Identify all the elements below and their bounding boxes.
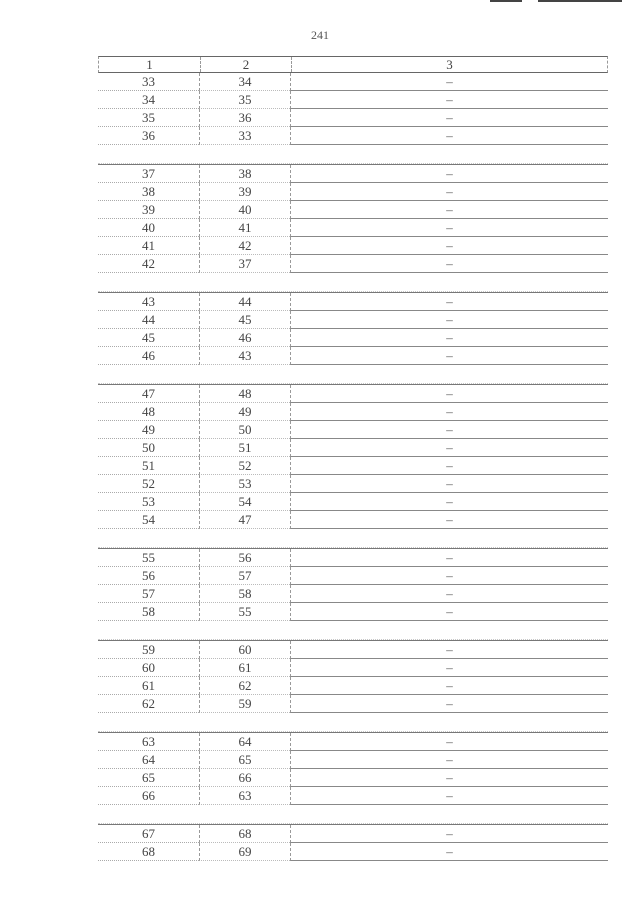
table-cell-col3: – [290,347,608,365]
table-row [98,255,608,273]
table-cell-col3: – [290,695,608,713]
table-cell-col1: 66 [98,787,199,805]
table-cell-col2: 57 [199,567,290,585]
table-row [98,403,608,421]
table-cell-col1: 46 [98,347,199,365]
table-cell-col2: 55 [199,603,290,621]
table-row [98,201,608,219]
table-cell-col2: 42 [199,237,290,255]
table-cell-col1: 54 [98,511,199,529]
table-cell-col3: – [290,201,608,219]
table-row [98,329,608,347]
table-cell-col2: 52 [199,457,290,475]
group-separator [98,365,608,384]
table-cell-col3: – [290,127,608,145]
table-row [98,659,608,677]
table-cell-col2: 37 [199,255,290,273]
table-cell-col1: 47 [98,385,199,403]
table-row [98,585,608,603]
table-row [98,603,608,621]
row-group [98,292,608,365]
column-header-2: 2 [200,57,291,72]
table-cell-col3: – [290,567,608,585]
table-row [98,421,608,439]
table-row [98,73,608,91]
table-cell-col3: – [290,825,608,843]
table-cell-col2: 47 [199,511,290,529]
row-group [98,73,608,145]
scan-mark-right [538,0,622,2]
column-header-3: 3 [291,57,607,72]
table-cell-col1: 36 [98,127,199,145]
table-cell-col1: 62 [98,695,199,713]
table-cell-col2: 48 [199,385,290,403]
table-row [98,843,608,861]
table-cell-col1: 50 [98,439,199,457]
table-cell-col2: 58 [199,585,290,603]
table-cell-col1: 33 [98,73,199,91]
table-cell-col3: – [290,603,608,621]
table-cell-col3: – [290,255,608,273]
table-row [98,311,608,329]
table-cell-col2: 35 [199,91,290,109]
table-row [98,695,608,713]
table-cell-col3: – [290,219,608,237]
table-cell-col2: 39 [199,183,290,201]
table-cell-col3: – [290,751,608,769]
table-cell-col1: 34 [98,91,199,109]
table-row [98,91,608,109]
table-cell-col3: – [290,439,608,457]
table-cell-col1: 37 [98,165,199,183]
table-cell-col2: 63 [199,787,290,805]
table-cell-col3: – [290,421,608,439]
group-separator [98,145,608,164]
row-group [98,732,608,805]
table-cell-col3: – [290,475,608,493]
table-row [98,293,608,311]
table-cell-col1: 39 [98,201,199,219]
table-row [98,475,608,493]
table-row [98,439,608,457]
column-header-1: 1 [146,57,153,72]
scan-mark-left [490,0,522,2]
table-cell-col3: – [290,329,608,347]
row-group [98,548,608,621]
table-row [98,493,608,511]
table-cell-col2: 61 [199,659,290,677]
table-cell-col1: 65 [98,769,199,787]
table-cell-col1: 64 [98,751,199,769]
data-table [98,56,608,861]
table-cell-col1: 68 [98,843,199,861]
table-cell-col1: 67 [98,825,199,843]
table-cell-col3: – [290,403,608,421]
table-cell-col1: 45 [98,329,199,347]
table-row [98,183,608,201]
table-cell-col2: 46 [199,329,290,347]
table-row [98,165,608,183]
row-group [98,824,608,861]
table-cell-col3: – [290,293,608,311]
table-row [98,549,608,567]
table-cell-col3: – [290,769,608,787]
row-group [98,164,608,273]
table-cell-col1: 60 [98,659,199,677]
table-cell-col3: – [290,237,608,255]
table-cell-col3: – [290,511,608,529]
table-cell-col3: – [290,91,608,109]
table-row [98,825,608,843]
table-cell-col1: 56 [98,567,199,585]
group-separator [98,805,608,824]
table-cell-col1: 49 [98,421,199,439]
table-cell-col2: 49 [199,403,290,421]
table-cell-col2: 41 [199,219,290,237]
table-cell-col2: 45 [199,311,290,329]
table-cell-col2: 34 [199,73,290,91]
table-cell-col3: – [290,73,608,91]
table-cell-col1: 43 [98,293,199,311]
table-row [98,677,608,695]
table-cell-col3: – [290,549,608,567]
table-cell-col2: 66 [199,769,290,787]
table-cell-col1: 41 [98,237,199,255]
group-separator [98,273,608,292]
table-header [98,56,608,73]
table-cell-col1: 44 [98,311,199,329]
table-cell-col3: – [290,659,608,677]
table-cell-col2: 69 [199,843,290,861]
group-separator [98,621,608,640]
table-cell-col2: 36 [199,109,290,127]
table-cell-col1: 42 [98,255,199,273]
table-cell-col2: 44 [199,293,290,311]
table-row [98,751,608,769]
table-cell-col2: 54 [199,493,290,511]
table-body [98,73,608,861]
table-cell-col2: 59 [199,695,290,713]
table-cell-col3: – [290,457,608,475]
table-cell-col1: 55 [98,549,199,567]
table-cell-col2: 64 [199,733,290,751]
table-row [98,237,608,255]
table-row [98,347,608,365]
table-cell-col3: – [290,677,608,695]
table-cell-col2: 40 [199,201,290,219]
table-cell-col2: 53 [199,475,290,493]
table-cell-col2: 60 [199,641,290,659]
table-cell-col3: – [290,311,608,329]
table-cell-col2: 56 [199,549,290,567]
table-cell-col2: 33 [199,127,290,145]
table-cell-col1: 61 [98,677,199,695]
table-cell-col1: 40 [98,219,199,237]
table-cell-col2: 68 [199,825,290,843]
table-cell-col3: – [290,787,608,805]
table-row [98,769,608,787]
table-row [98,567,608,585]
table-row [98,733,608,751]
group-separator [98,529,608,548]
table-row [98,641,608,659]
table-cell-col1: 35 [98,109,199,127]
row-group [98,640,608,713]
table-cell-col2: 65 [199,751,290,769]
table-cell-col3: – [290,733,608,751]
page-number: 241 [311,28,329,42]
table-cell-col3: – [290,183,608,201]
table-row [98,787,608,805]
group-separator [98,713,608,732]
table-cell-col1: 53 [98,493,199,511]
table-row [98,457,608,475]
table-cell-col3: – [290,165,608,183]
table-cell-col1: 63 [98,733,199,751]
table-cell-col2: 50 [199,421,290,439]
row-group [98,384,608,529]
table-cell-col1: 52 [98,475,199,493]
table-cell-col2: 51 [199,439,290,457]
table-cell-col1: 59 [98,641,199,659]
table-cell-col1: 48 [98,403,199,421]
table-cell-col1: 57 [98,585,199,603]
table-cell-col2: 62 [199,677,290,695]
table-cell-col3: – [290,843,608,861]
table-cell-col1: 38 [98,183,199,201]
table-cell-col1: 58 [98,603,199,621]
table-cell-col3: – [290,641,608,659]
table-cell-col3: – [290,493,608,511]
table-row [98,385,608,403]
table-cell-col1: 51 [98,457,199,475]
table-row [98,127,608,145]
table-cell-col2: 38 [199,165,290,183]
table-cell-col3: – [290,385,608,403]
table-row [98,109,608,127]
table-cell-col2: 43 [199,347,290,365]
table-row [98,219,608,237]
table-cell-col3: – [290,585,608,603]
table-cell-col3: – [290,109,608,127]
table-row [98,511,608,529]
